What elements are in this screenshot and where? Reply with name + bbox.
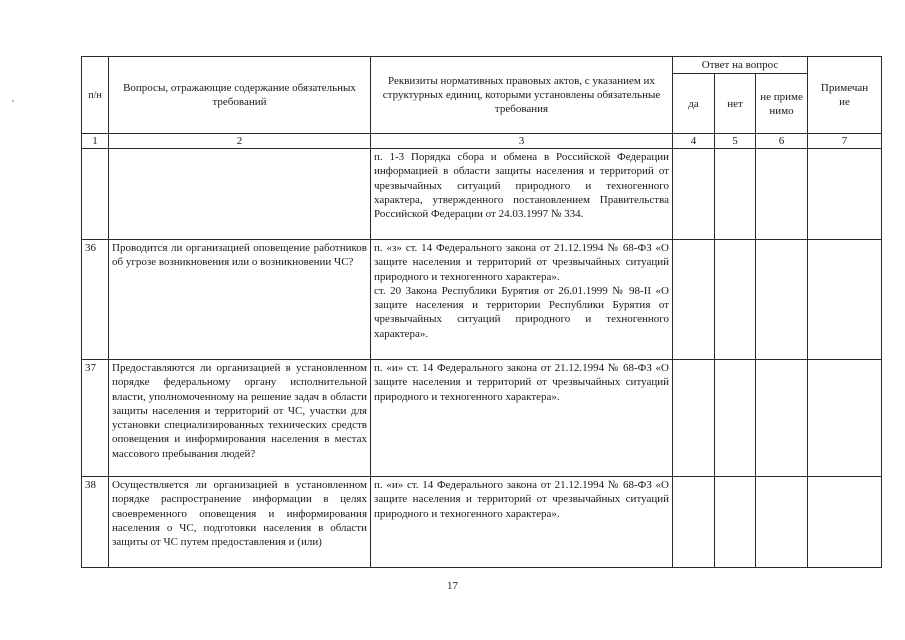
answer-no-cell[interactable] [715,149,756,240]
row-question: Осуществляется ли организацией в установленном порядке распространение информации в целях своевременного оповещения и информирования населения о ЧС, подготовки населения в области защиты от ЧС путем предоставления и (или) [109,477,371,568]
checklist-table [81,56,882,568]
header-yes-label: да [688,97,699,110]
note-cell[interactable] [808,477,882,568]
answer-no-cell[interactable] [715,477,756,568]
header-answer-group-label: Ответ на вопрос [701,59,779,71]
header-questions [109,57,371,134]
note-cell[interactable] [808,360,882,477]
row-acts: п. 1-3 Порядка сбора и обмена в Российской Федерации информацией в области защиты населения и территорий от чрезвычайных ситуаций природного и техногенного характера, утвержденного постановлением Правительства Российской Федерации от 24.03.1997 № 334. [371,149,673,240]
row-question: Предоставляются ли организацией в установленном порядке федеральному органу исполнительной власти, уполномоченному на решение задач в области защиты населения и территорий от ЧС, участки для установки специализированных технических средств оповещения и информирования населения в местах массового пребывания людей? [109,360,371,477]
row-number: 38 [82,477,109,568]
header-questions-label: Вопросы, отражающие содержание обязательных требований [123,82,356,108]
header-num [82,57,109,134]
page-number: 17 [447,580,458,592]
row-acts [371,240,673,360]
header-na-label: не применимо [760,90,803,117]
header-yes [673,74,715,134]
column-number: 7 [808,134,882,149]
answer-yes-cell[interactable] [673,360,715,477]
header-row-1 [82,57,882,74]
row-acts: п. «и» ст. 14 Федерального закона от 21.12.1994 № 68-ФЗ «О защите населения и территорий от чрезвычайных ситуаций природного и техногенного характера». [371,360,673,477]
column-number: 3 [371,134,673,149]
header-answer-group [673,57,808,74]
header-no-label: нет [727,97,743,110]
row-acts: п. «и» ст. 14 Федерального закона от 21.12.1994 № 68-ФЗ «О защите населения и территорий от чрезвычайных ситуаций природного и техногенного характера». [371,477,673,568]
row-acts-paragraph: п. «з» ст. 14 Федерального закона от 21.12.1994 № 68-ФЗ «О защите населения и территорий от чрезвычайных ситуаций природного и техногенного характера». [374,242,669,283]
row-number: 37 [82,360,109,477]
table-row [82,149,882,240]
answer-na-cell[interactable] [756,240,808,360]
note-cell[interactable] [808,149,882,240]
answer-na-cell[interactable] [756,360,808,477]
column-number: 1 [82,134,109,149]
row-question: Проводится ли организацией оповещение работников об угрозе возникновения или о возникновении ЧС? [109,240,371,360]
table-row [82,240,882,360]
answer-no-cell[interactable] [715,240,756,360]
column-number: 4 [673,134,715,149]
header-na [756,74,808,134]
answer-na-cell[interactable] [756,477,808,568]
header-num-label: п/н [88,89,102,101]
row-question [109,149,371,240]
column-number: 6 [756,134,808,149]
answer-yes-cell[interactable] [673,477,715,568]
column-number: 5 [715,134,756,149]
answer-na-cell[interactable] [756,149,808,240]
scan-artifact [12,100,14,102]
header-no [715,74,756,134]
header-note [808,57,882,134]
column-number-row [82,134,882,149]
row-number: 36 [82,240,109,360]
column-number: 2 [109,134,371,149]
header-acts-label: Реквизиты нормативных правовых актов, с указанием их структурных единиц, которыми установлены обязательные требования [382,75,661,115]
row-number [82,149,109,240]
header-note-label: Примечание [820,82,869,108]
answer-yes-cell[interactable] [673,240,715,360]
note-cell[interactable] [808,240,882,360]
row-acts-paragraph: ст. 20 Закона Республики Бурятия от 26.01.1999 № 98-II «О защите населения и территории Республики Бурятия от чрезвычайных ситуаций природного и техногенного характера». [374,284,669,340]
header-acts [371,57,673,134]
answer-yes-cell[interactable] [673,149,715,240]
table-row [82,360,882,477]
answer-no-cell[interactable] [715,360,756,477]
table-row [82,477,882,568]
